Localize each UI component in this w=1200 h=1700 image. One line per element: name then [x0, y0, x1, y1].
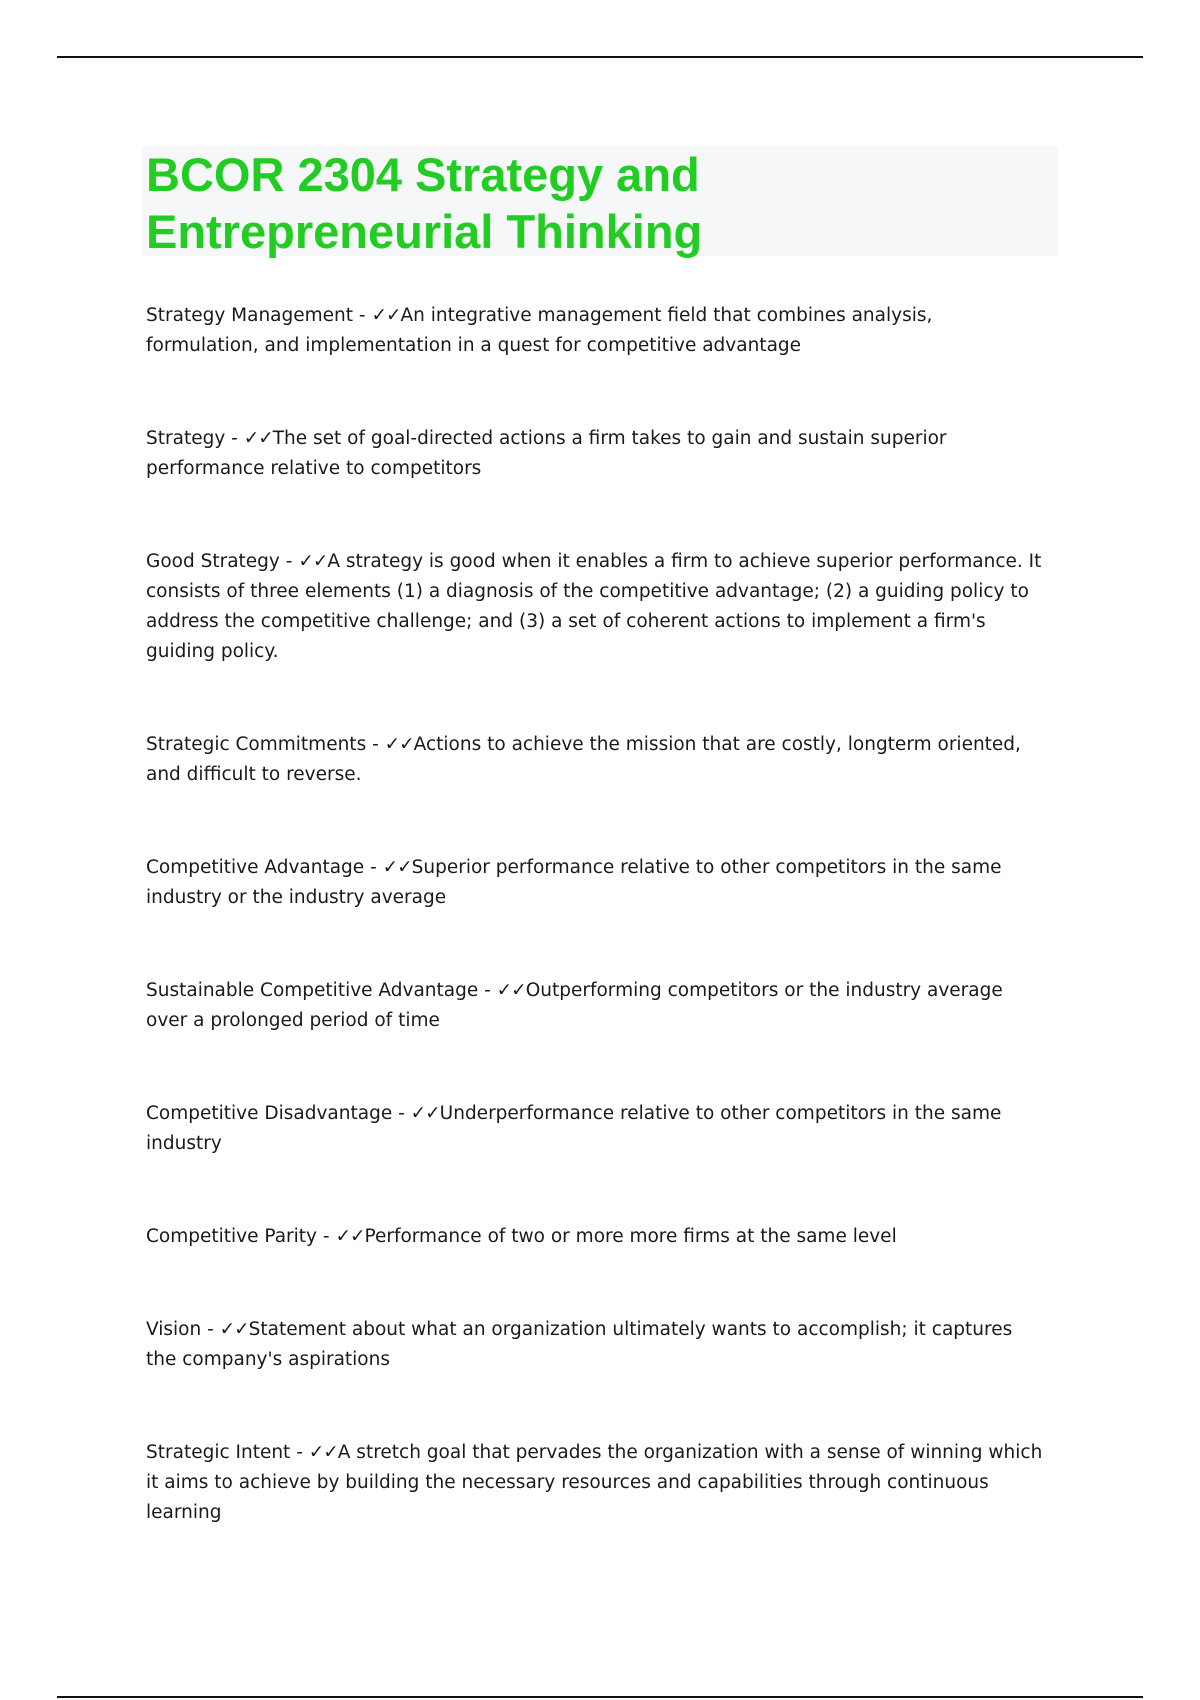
term-label: Strategy Management [146, 305, 354, 326]
term-definition: An integrative management field that combines analysis, formulation, and implementation in a quest for competitive advantage [146, 305, 933, 356]
document-title [142, 146, 1058, 260]
term-separator: - [364, 857, 383, 878]
term-entry [146, 1315, 1046, 1375]
check-mark-icon: ✓✓ [382, 857, 412, 878]
title-line-2: Entrepreneurial Thinking [146, 205, 703, 258]
term-definition: Underperformance relative to other competitors in the same industry [146, 1103, 1002, 1154]
check-mark-icon: ✓✓ [219, 1319, 249, 1340]
bottom-divider [57, 1696, 1143, 1698]
term-label: Strategic Commitments [146, 734, 367, 755]
term-entry [146, 547, 1046, 667]
term-entry [146, 1222, 1046, 1252]
term-separator: - [290, 1442, 309, 1463]
title-line-1: BCOR 2304 Strategy and [146, 148, 700, 201]
term-entry [146, 853, 1046, 913]
term-definition: Performance of two or more more firms at the same level [364, 1226, 897, 1247]
term-label: Vision [146, 1319, 202, 1340]
term-separator: - [353, 305, 372, 326]
term-label: Competitive Parity [146, 1226, 317, 1247]
check-mark-icon: ✓✓ [243, 428, 273, 449]
term-definition: Actions to achieve the mission that are costly, longterm oriented, and difficult to reverse. [146, 734, 1021, 785]
term-separator: - [201, 1319, 220, 1340]
term-definition: Superior performance relative to other competitors in the same industry or the industry average [146, 857, 1002, 908]
term-label: Competitive Advantage [146, 857, 365, 878]
check-mark-icon: ✓✓ [410, 1103, 440, 1124]
check-mark-icon: ✓✓ [298, 551, 328, 572]
term-entry [146, 301, 1046, 361]
term-entry [146, 1438, 1046, 1528]
term-separator: - [279, 551, 299, 572]
term-definition: A strategy is good when it enables a firm to achieve superior performance. It consists of three elements (1) a diagnosis of the competitive advantage; (2) a guiding policy to address the competitive challenge; and (3) a set of coherent actions to implement a firm's guiding policy. [146, 551, 1042, 662]
term-definition: The set of goal-directed actions a firm takes to gain and sustain superior performance relative to competitors [146, 428, 947, 479]
check-mark-icon: ✓✓ [371, 305, 401, 326]
term-definition: Outperforming competitors or the industry average over a prolonged period of time [146, 980, 1003, 1031]
term-label: Competitive Disadvantage [146, 1103, 393, 1124]
term-list [146, 301, 1046, 1528]
check-mark-icon: ✓✓ [496, 980, 526, 1001]
title-block [142, 146, 1058, 256]
term-separator: - [225, 428, 244, 449]
term-separator: - [478, 980, 497, 1001]
term-label: Good Strategy [146, 551, 280, 572]
check-mark-icon: ✓✓ [335, 1226, 365, 1247]
term-label: Sustainable Competitive Advantage [146, 980, 479, 1001]
check-mark-icon: ✓✓ [308, 1442, 338, 1463]
term-definition: A stretch goal that pervades the organization with a sense of winning which it aims to achieve by building the necessary resources and capabilities through continuous learning [146, 1442, 1043, 1523]
term-definition: Statement about what an organization ultimately wants to accomplish; it captures the company's aspirations [146, 1319, 1013, 1370]
term-entry [146, 730, 1046, 790]
term-label: Strategic Intent [146, 1442, 291, 1463]
term-separator: - [317, 1226, 336, 1247]
term-entry [146, 976, 1046, 1036]
check-mark-icon: ✓✓ [384, 734, 414, 755]
term-entry [146, 424, 1046, 484]
term-separator: - [392, 1103, 411, 1124]
term-entry [146, 1099, 1046, 1159]
term-label: Strategy [146, 428, 226, 449]
top-divider [57, 56, 1143, 58]
term-separator: - [366, 734, 385, 755]
